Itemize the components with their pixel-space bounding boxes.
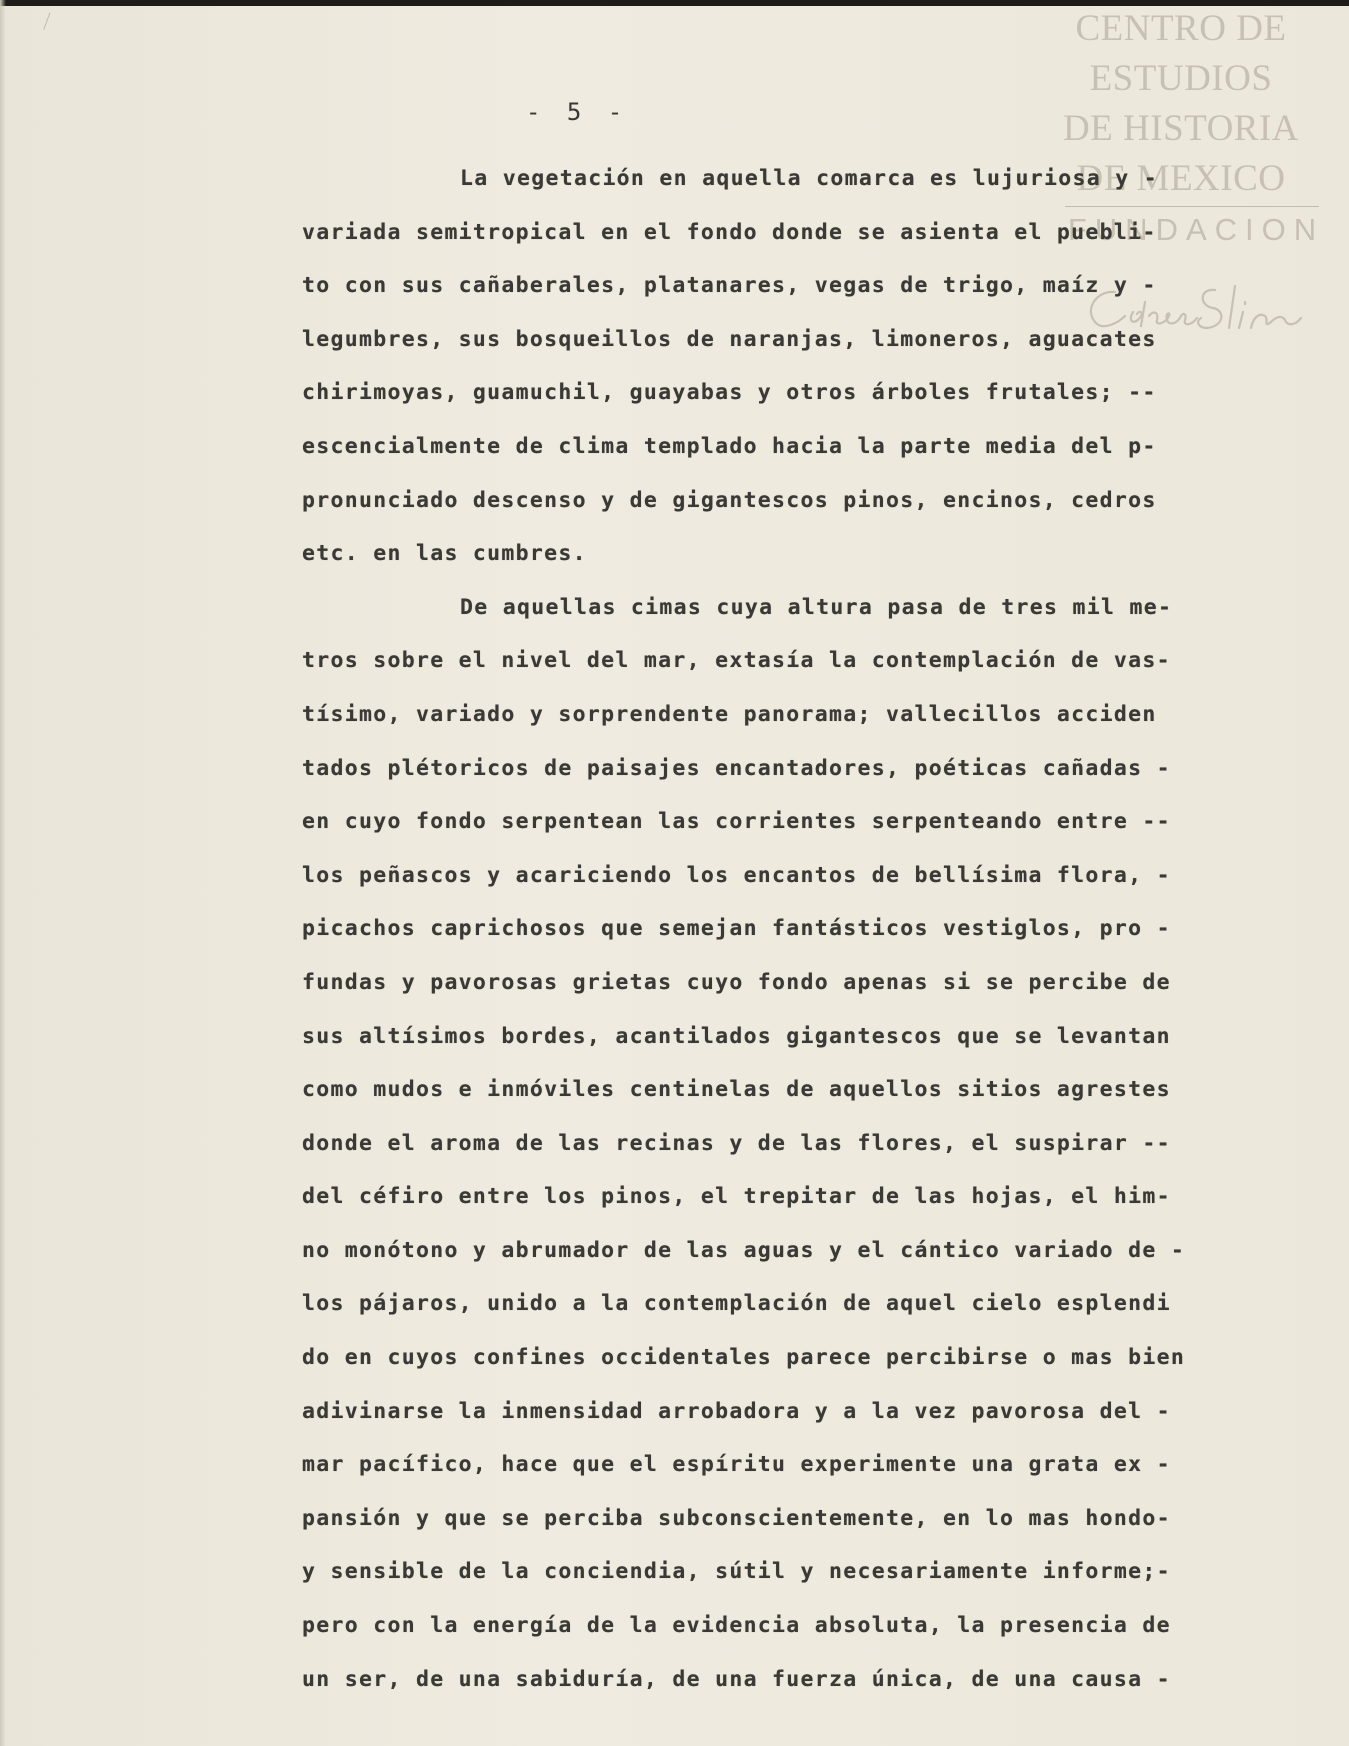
text-line-21: no monótono y abrumador de las aguas y el cántico variado de - bbox=[302, 1237, 1186, 1263]
watermark-line-4: DE MEXICO bbox=[1076, 158, 1286, 199]
text-line-12: tados plétoricos de paisajes encantadores, poéticas cañadas - bbox=[302, 755, 1171, 781]
text-line-8: etc. en las cumbres. bbox=[302, 541, 587, 567]
watermark-line-5: FUNDACION bbox=[1067, 212, 1325, 247]
text-line-4: legumbres, sus bosqueillos de naranjas, limoneros, aguacates bbox=[302, 326, 1157, 352]
text-line-28: pero con la energía de la evidencia absoluta, la presencia de bbox=[302, 1613, 1171, 1639]
text-line-13: en cuyo fondo serpentean las corrientes serpenteando entre -- bbox=[302, 809, 1171, 835]
text-line-22: los pájaros, unido a la contemplación de aquel cielo esplendi bbox=[302, 1291, 1171, 1317]
text-line-16: fundas y pavorosas grietas cuyo fondo apenas si se percibe de bbox=[302, 969, 1171, 995]
text-line-23: do en cuyos confines occidentales parece percibirse o mas bien bbox=[302, 1345, 1186, 1371]
text-line-27: y sensible de la conciendia, sútil y necesariamente informe;- bbox=[302, 1559, 1171, 1585]
text-line-11: tísimo, variado y sorprendente panorama; vallecillos acciden bbox=[302, 701, 1157, 727]
text-line-24: adivinarse la inmensidad arrobadora y a la vez pavorosa del - bbox=[302, 1398, 1171, 1424]
text-line-15: picachos caprichosos que semejan fantásticos vestiglos, pro - bbox=[302, 916, 1171, 942]
text-line-19: donde el aroma de las recinas y de las flores, el suspirar -- bbox=[302, 1130, 1171, 1156]
text-line-10: tros sobre el nivel del mar, extasía la contemplación de vas- bbox=[302, 648, 1171, 674]
typed-text-body bbox=[302, 152, 1292, 1706]
pencil-mark bbox=[43, 13, 59, 34]
text-line-26: pansión y que se perciba subconscientemente, en lo mas hondo- bbox=[302, 1505, 1171, 1531]
text-line-29: un ser, de una sabiduría, de una fuerza única, de una causa - bbox=[302, 1666, 1171, 1692]
text-line-1: La vegetación en aquella comarca es lujuriosa y - bbox=[460, 166, 1158, 191]
text-line-6: escencialmente de clima templado hacia la parte media del p- bbox=[302, 433, 1157, 459]
text-line-9: De aquellas cimas cuya altura pasa de tres mil me- bbox=[460, 594, 1173, 620]
text-line-2: variada semitropical en el fondo donde se asienta el puebli- bbox=[302, 219, 1157, 245]
text-line-5: chirimoyas, guamuchil, guayabas y otros árboles frutales; -- bbox=[302, 380, 1157, 406]
page-left-shadow bbox=[0, 0, 6, 1746]
scan-top-edge bbox=[0, 0, 1349, 6]
page-number: - 5 - bbox=[526, 98, 629, 126]
text-line-14: los peñascos y acariciendo los encantos de bellísima flora, - bbox=[302, 862, 1171, 888]
text-line-20: del céfiro entre los pinos, el trepitar de las hojas, el him- bbox=[302, 1184, 1171, 1210]
text-line-18: como mudos e inmóviles centinelas de aquellos sitios agrestes bbox=[302, 1077, 1171, 1103]
text-line-3: to con sus cañaberales, platanares, vegas de trigo, maíz y - bbox=[302, 273, 1157, 299]
watermark-line-1: CENTRO DE bbox=[1075, 8, 1287, 49]
watermark-line-2: ESTUDIOS bbox=[1089, 58, 1273, 99]
text-line-25: mar pacífico, hace que el espíritu experimente una grata ex - bbox=[302, 1452, 1171, 1478]
text-line-17: sus altísimos bordes, acantilados gigantescos que se levantan bbox=[302, 1023, 1171, 1049]
text-line-7: pronunciado descenso y de gigantescos pinos, encinos, cedros bbox=[302, 487, 1157, 513]
watermark-line-3: DE HISTORIA bbox=[1062, 108, 1300, 149]
